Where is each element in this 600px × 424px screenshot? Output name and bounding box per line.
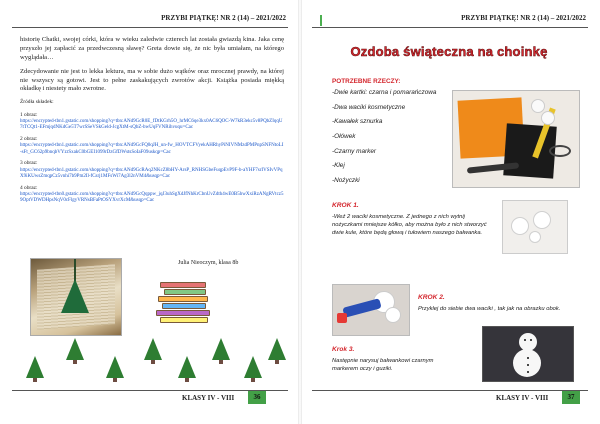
book-stack-illustration bbox=[154, 272, 216, 324]
source-2-link[interactable]: https://encrypted-tbn1.gstatic.com/shopping?q=tbn:ANd9GcFQ0qJH_un-fw_HOVTCFVyekAHRhyPiNIVNMzdPMPnpSNFNtoLI-sFt_GC62p9bnqbVYzrSxakC0bGEI1099rDzGfDWstsSoIaF09uskqp=Cac bbox=[20, 143, 284, 155]
bookmark-ribbon bbox=[74, 259, 76, 281]
right-page-number: 37 bbox=[562, 391, 580, 404]
cotton-pad bbox=[529, 231, 541, 243]
snowman-eye bbox=[524, 339, 526, 341]
right-page-header bbox=[306, 12, 592, 28]
snowman-head bbox=[519, 333, 537, 351]
right-footer-rule bbox=[312, 390, 588, 391]
material-item: -Nożyczki bbox=[332, 176, 360, 184]
book-spine bbox=[298, 0, 302, 424]
materials-list bbox=[332, 78, 442, 191]
step-1-label: KROK 1. bbox=[332, 202, 359, 209]
cotton-pads-photo bbox=[502, 200, 568, 254]
material-item: -Dwie kartki: czarna i pomarańczowa bbox=[332, 89, 437, 96]
right-page bbox=[306, 6, 592, 418]
stacked-book bbox=[156, 310, 210, 316]
author-credit: Julia Nieoczym, klasa 8b bbox=[178, 260, 239, 266]
material-item: -Dwa waciki kosmetyczne bbox=[332, 103, 406, 111]
header-green-marker bbox=[320, 15, 322, 26]
article-paragraph-1: historię Chatki, swojej córki, która w wieku zaledwie czterech lat została gwiazdą kina. Jaka cenę przyszło jej zapłacić za przedwczesną sławę? Greta dowie się, że nic była umiałam, na którego wyglądała… bbox=[20, 36, 284, 61]
left-page-number: 36 bbox=[248, 391, 266, 404]
snowman-photo bbox=[482, 326, 574, 382]
glue-cap bbox=[337, 313, 347, 323]
source-1-link[interactable]: https://encrypted-tbn1.gstatic.com/shopping?q=tbn:ANd9GcR0E_fDtKGrh5O_hrMC6qe3kx0AC6QOC-W7kR3ekc5v8PQbZIqqU7tTCQt1-EFmjqdNKdGe5T7wrSSeVSkGeld-JcgXtM-sQbZ-bwUqFVNRihvuqu=Cac bbox=[20, 118, 283, 131]
cotton-pad bbox=[541, 111, 555, 125]
source-3-label: 3 obraz: bbox=[20, 160, 38, 167]
stacked-book bbox=[160, 282, 206, 288]
left-header-text: PRZYBI PIĄTKĘ! NR 2 (14) – 2021/2022 bbox=[161, 14, 286, 22]
stacked-book bbox=[164, 289, 206, 295]
craft-supplies-photo bbox=[452, 90, 580, 188]
cotton-pad bbox=[533, 211, 551, 229]
step-3-label: Krok 3. bbox=[332, 346, 355, 353]
step-2-text: Przyklej do siebie dwa waciki , tak jak na obrazku obok. bbox=[418, 306, 561, 312]
christmas-tree-icon bbox=[144, 338, 162, 360]
christmas-tree-icon bbox=[106, 356, 124, 378]
left-footer-rule bbox=[12, 390, 288, 391]
right-footer-label: KLASY IV - VIII bbox=[496, 394, 549, 402]
left-footer-label: KLASY IV - VIII bbox=[182, 394, 235, 402]
christmas-trees-decoration bbox=[12, 336, 286, 384]
scissors-icon bbox=[549, 145, 571, 157]
left-page-footer bbox=[6, 390, 292, 406]
christmas-tree-icon bbox=[66, 338, 84, 360]
christmas-tree-icon bbox=[178, 356, 196, 378]
material-item: -Czarny marker bbox=[332, 147, 377, 155]
source-4-link[interactable]: https://encrypted-tbn0.gstatic.com/shopping?q=tbn:ANd9GcQqppw_jqJ3uhSgXdJfNhKrCbnUvZdth4wE0B5hwXxiRzANgRVtcz59OptVDWDHpsNqV0cFlgyVRNsBFaPtOSYXvrXcM&usqp=Cac bbox=[20, 191, 284, 204]
left-header-rule bbox=[12, 27, 288, 28]
left-article-body bbox=[20, 36, 284, 209]
cotton-pad bbox=[511, 217, 529, 235]
cotton-pad bbox=[385, 307, 401, 323]
left-page-header bbox=[6, 12, 292, 28]
materials-heading: POTRZEBNE RZECZY: bbox=[332, 78, 401, 85]
article-paragraph-2: Zdecydowanie nie jest to lekka lektura, ma w sobie dużo wątków oraz mrocznej prawdy, na której nie wszyscy są gotowi. Jest to pełne zaskakujących zwrotów akcji. Książka posiada miękką okładkę i niestety mało zwrotne. bbox=[20, 67, 284, 93]
glue-and-pads-photo bbox=[332, 284, 410, 336]
book-with-tree-bookmark-photo bbox=[30, 258, 122, 336]
christmas-tree-icon bbox=[244, 356, 262, 378]
snowman-button bbox=[527, 357, 529, 359]
snowman-button bbox=[527, 371, 529, 373]
christmas-tree-icon bbox=[268, 338, 286, 360]
source-2-label: 2 obraz: bbox=[20, 135, 38, 142]
step-3-text: Następnie narysuj bałwankowi czarnym markerem oczy i guziki. bbox=[332, 358, 434, 372]
right-header-text: PRZYBI PIĄTKĘ! NR 2 (14) – 2021/2022 bbox=[461, 14, 586, 22]
source-1-label: 1 obraz: bbox=[20, 111, 38, 118]
cotton-pad bbox=[531, 99, 545, 113]
right-header-rule bbox=[312, 27, 588, 28]
sources-label: Źródła składek: bbox=[20, 99, 54, 106]
right-page-footer bbox=[306, 390, 592, 406]
material-item: -Klej bbox=[332, 162, 345, 170]
glue-stick bbox=[342, 298, 381, 317]
snowman-eye bbox=[530, 339, 532, 341]
step-2-label: KROK 2. bbox=[418, 294, 445, 301]
material-item: -Ołówek bbox=[332, 132, 356, 140]
left-page bbox=[6, 6, 292, 418]
christmas-tree-icon bbox=[212, 338, 230, 360]
source-3-link[interactable]: https://encrypted-tbn1.gstatic.com/shopping?q=tbn:ANd9GcRAq2NKcZ8bHY-ArsP_RNHSGbeFuqpEvP9F-b-aYHF7srIVSIvVPqX9iKUwsZmqpCz5vnhi7b9Pm2Il-fCsrj1MFsWi7Ag3l2nVM4&usqp=Cac bbox=[20, 167, 283, 180]
christmas-tree-icon bbox=[26, 356, 44, 378]
material-item: -Kawałek sznurka bbox=[332, 118, 383, 126]
stacked-book bbox=[162, 303, 206, 309]
article-title: Ozdoba świąteczna na choinkę bbox=[350, 44, 548, 59]
snowman-button bbox=[527, 364, 529, 366]
step-1-text: -Weź 2 waciki kosmetyczne. Z jednego z nich wytnij nożyczkami mniejsze kółko, aby można było z nich stworzyć dwie kule, które będą głową i tułowiem naszego bałwanka. bbox=[332, 214, 487, 236]
source-4-label: 4 obraz: bbox=[20, 184, 38, 191]
stacked-book bbox=[158, 296, 208, 302]
tree-bookmark-icon bbox=[61, 279, 89, 313]
stacked-book bbox=[160, 317, 208, 323]
